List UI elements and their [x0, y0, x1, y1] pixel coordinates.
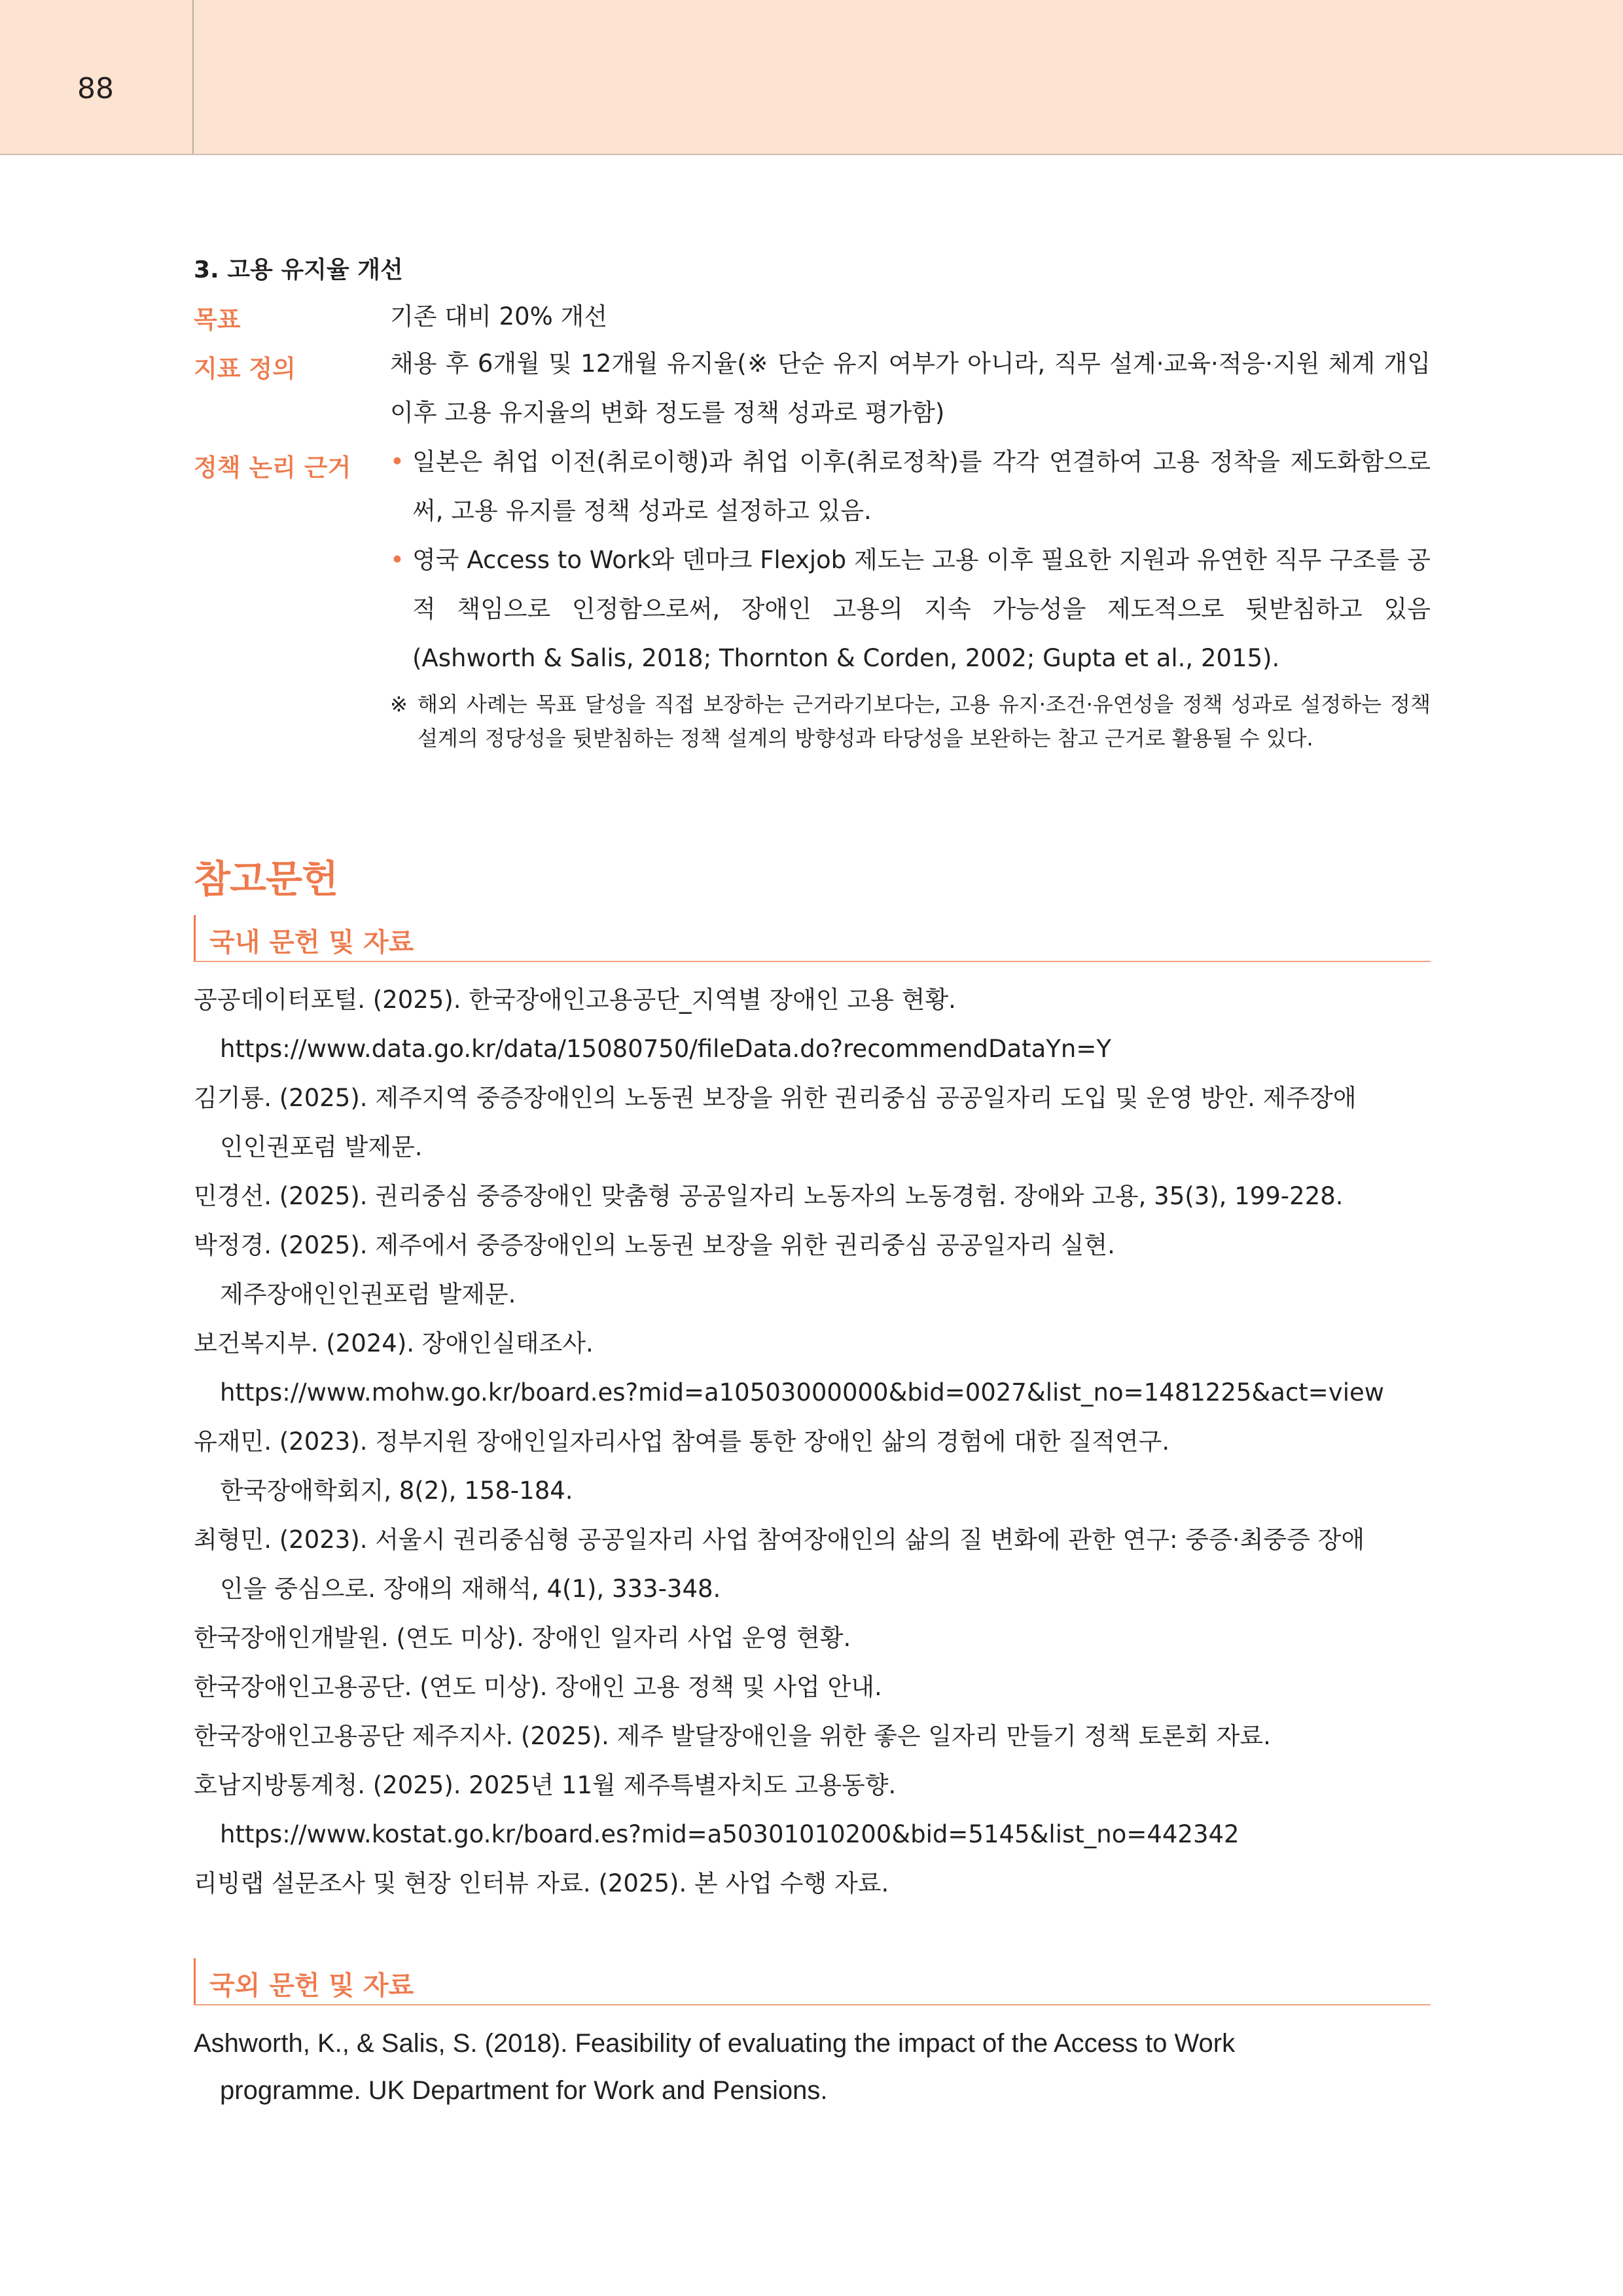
reference-text-cont: 한국장애학회지, 8(2), 158-184. — [220, 1477, 573, 1505]
reference-item — [194, 1417, 1431, 1515]
foreign-heading-text: 국외 문헌 및 자료 — [209, 1971, 414, 2001]
reference-item — [194, 1613, 1431, 1662]
section-title: 3. 고용 유지율 개선 — [194, 257, 403, 283]
goal-label: 목표 — [194, 306, 241, 334]
page-number: 88 — [77, 72, 114, 105]
heading-bar — [194, 1958, 196, 2004]
reference-text: 한국장애인개발원. (연도 미상). 장애인 일자리 사업 운영 현황. — [194, 1624, 851, 1652]
foreign-heading — [194, 1958, 1431, 2005]
bullet-icon: • — [390, 546, 404, 574]
reference-text: 공공데이터포털. (2025). 한국장애인고용공단_지역별 장애인 고용 현황. — [194, 986, 956, 1014]
reference-text-cont: programme. UK Department for Work and Pensions. — [220, 2076, 828, 2105]
reference-item — [194, 1859, 1431, 1908]
indicator-text: 채용 후 6개월 및 12개월 유지율(※ 단순 유지 여부가 아니라, 직무 설계·교육·적응·지원 체계 개입 이후 고용 유지율의 변화 정도를 정책 성과로 평가함) — [390, 350, 1431, 427]
heading-bar — [194, 915, 196, 961]
reference-item — [194, 1761, 1431, 1859]
note-mark: ※ — [390, 692, 408, 717]
reference-item — [194, 1319, 1431, 1417]
reference-item — [194, 1662, 1431, 1712]
domestic-heading-text: 국내 문헌 및 자료 — [209, 927, 414, 958]
reference-item — [194, 2020, 1431, 2114]
bullet-text: 영국 Access to Work와 덴마크 Flexjob 제도는 고용 이후 필요한 지원과 유연한 직무 구조를 공적 책임으로 인정함으로써, 장애인 고용의 지속 가능성을 제도적으로 뒷받침하고 있음(Ashworth & Salis, 2018; Thornton & Corden, 2002; Gupta et al., 2015). — [412, 546, 1431, 672]
reference-item — [194, 1515, 1431, 1613]
reference-item — [194, 1221, 1431, 1319]
bullet-icon: • — [390, 448, 404, 476]
references-title: 참고문헌 — [194, 857, 338, 901]
reference-text: 호남지방통계청. (2025). 2025년 11월 제주특별자치도 고용동향. — [194, 1771, 897, 1799]
bullet-text: 일본은 취업 이전(취로이행)과 취업 이후(취로정착)를 각각 연결하여 고용 정착을 제도화함으로써, 고용 유지를 정책 성과로 설정하고 있음. — [412, 448, 1431, 525]
indicator-label: 지표 정의 — [194, 355, 296, 383]
reference-text: 김기룡. (2025). 제주지역 중증장애인의 노동권 보장을 위한 권리중심 공공일자리 도입 및 운영 방안. 제주장애 — [194, 1084, 1357, 1112]
reference-text: 유재민. (2023). 정부지원 장애인일자리사업 참여를 통한 장애인 삶의 경험에 대한 질적연구. — [194, 1427, 1170, 1456]
note — [390, 687, 1431, 755]
reference-text: Ashworth, K., & Salis, S. (2018). Feasibility of evaluating the impact of the Access to Work — [194, 2029, 1236, 2058]
reference-text: 한국장애인고용공단. (연도 미상). 장애인 고용 정책 및 사업 안내. — [194, 1673, 882, 1701]
rationale-bullet — [390, 535, 1431, 683]
reference-url: https://www.kostat.go.kr/board.es?mid=a50301010200&bid=5145&list_no=442342 — [220, 1820, 1240, 1848]
goal-text: 기존 대비 20% 개선 — [390, 302, 607, 331]
reference-item — [194, 1172, 1431, 1221]
reference-text: 최형민. (2023). 서울시 권리중심형 공공일자리 사업 참여장애인의 삶의 질 변화에 관한 연구: 중증·최중증 장애 — [194, 1526, 1365, 1554]
reference-text: 보건복지부. (2024). 장애인실태조사. — [194, 1329, 594, 1357]
reference-text-cont: 인을 중심으로. 장애의 재해석, 4(1), 333-348. — [220, 1575, 721, 1603]
reference-text: 박정경. (2025). 제주에서 중증장애인의 노동권 보장을 위한 권리중심 공공일자리 실현. — [194, 1231, 1115, 1259]
reference-text: 민경선. (2025). 권리중심 중증장애인 맞춤형 공공일자리 노동자의 노동경험. 장애와 고용, 35(3), 199-228. — [194, 1182, 1344, 1210]
reference-item — [194, 1712, 1431, 1761]
note-text: 해외 사례는 목표 달성을 직접 보장하는 근거라기보다는, 고용 유지·조건·유연성을 정책 성과로 설정하는 정책 설계의 정당성을 뒷받침하는 정책 설계의 방향성과 타당성을 보완하는 참고 근거로 활용될 수 있다. — [418, 692, 1431, 751]
reference-text-cont: 제주장애인인권포럼 발제문. — [220, 1280, 516, 1308]
reference-item — [194, 1073, 1431, 1172]
domestic-heading — [194, 915, 1431, 962]
reference-text-cont: 인인권포럼 발제문. — [220, 1133, 423, 1161]
reference-text: 리빙랩 설문조사 및 현장 인터뷰 자료. (2025). 본 사업 수행 자료. — [194, 1869, 889, 1897]
rationale-bullet — [390, 437, 1431, 535]
reference-url: https://www.data.go.kr/data/15080750/fileData.do?recommendDataYn=Y — [220, 1035, 1111, 1063]
rationale-label: 정책 논리 근거 — [194, 454, 351, 482]
reference-text: 한국장애인고용공단 제주지사. (2025). 제주 발달장애인을 위한 좋은 일자리 만들기 정책 토론회 자료. — [194, 1722, 1271, 1750]
reference-url: https://www.mohw.go.kr/board.es?mid=a10503000000&bid=0027&list_no=1481225&act=view — [220, 1378, 1384, 1407]
reference-item — [194, 975, 1431, 1073]
page-content — [194, 0, 1431, 2296]
